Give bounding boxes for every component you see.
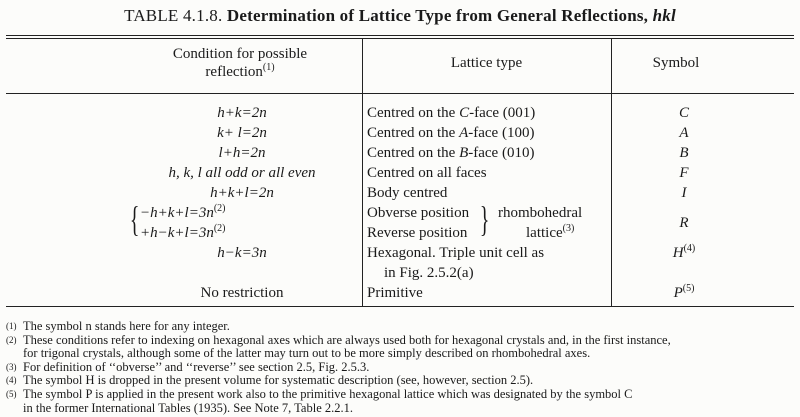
footnote [6, 361, 796, 375]
footnote-mark: (2) [213, 223, 226, 234]
symbol-cell: F [679, 165, 689, 181]
condition-cell [102, 183, 382, 203]
lattice-cell: Reverse position [367, 225, 468, 241]
footnote [6, 388, 796, 415]
footnote-text: The symbol H is dropped in the present volume for systematic description (see, however, section 2.5). [23, 373, 534, 388]
condition-text: l+h=2n [218, 145, 266, 161]
symbol-text: H [672, 245, 684, 261]
footnote-mark: (1) [6, 321, 17, 331]
lattice-cell: Centred on all faces [367, 165, 487, 181]
symbol-text: P [673, 285, 683, 301]
footnote [6, 320, 796, 334]
table-number: TABLE 4.1.8. [124, 6, 223, 25]
condition-cell [140, 203, 226, 223]
header-rule [6, 93, 794, 94]
symbol-cell: R [679, 215, 689, 231]
face-letter: C [459, 105, 470, 121]
condition-text: +h−k+l=3n [140, 225, 214, 241]
condition-cell [102, 143, 382, 163]
footnote [6, 334, 796, 361]
table-title-hkl: hkl [652, 6, 676, 25]
symbol-cell: A [679, 125, 689, 141]
lattice-cell: Obverse position [367, 205, 470, 221]
footnote-mark: (5) [682, 283, 695, 294]
lattice-suffix: -face (010) [468, 145, 535, 161]
lattice-suffix: -face (100) [468, 125, 535, 141]
footnote-text: The symbol P is applied in the present work also to the primitive hexagonal lattice which was designated by the symbol C [23, 386, 633, 401]
lattice-text: Centred on the [367, 145, 460, 161]
footnote-continuation: for trigonal crystals, although some of the latter may turn out to be more simply described on rhombohedral axes. [23, 346, 591, 361]
top-rule [6, 35, 794, 36]
condition-text: h−k=3n [217, 245, 267, 261]
symbol-cell [654, 283, 714, 303]
top-rule-double [6, 38, 794, 39]
lattice-cell: in Fig. 2.5.2(a) [384, 265, 474, 281]
lattice-text: lattice [526, 225, 563, 241]
footnote [6, 374, 796, 388]
header-symbol: Symbol [652, 55, 700, 71]
condition-cell [102, 163, 382, 183]
symbol-cell: B [679, 145, 689, 161]
condition-text: h, k, l all odd or all even [168, 165, 316, 181]
footnote-mark: (4) [683, 243, 696, 254]
column-divider-2 [611, 38, 612, 306]
lattice-cell [367, 123, 534, 143]
lattice-cell [367, 103, 535, 123]
condition-text: k+ l=2n [217, 125, 267, 141]
footnote-continuation: in the former International Tables (1935). See Note 7, Table 2.2.1. [23, 400, 353, 415]
lattice-cell [367, 143, 534, 163]
symbol-cell [654, 243, 714, 263]
footnote-mark: (2) [6, 334, 17, 345]
right-brace: } [479, 199, 490, 239]
condition-text: −h+k+l=3n [140, 205, 214, 221]
face-letter: B [459, 145, 469, 161]
lattice-cell: Primitive [367, 285, 423, 301]
lattice-cell: Body centred [367, 185, 448, 201]
symbol-cell: I [681, 185, 687, 201]
condition-text: h+k+l=2n [210, 185, 274, 201]
symbol-cell: C [678, 105, 689, 121]
table-title-text: Determination of Lattice Type from General Reflections, [226, 6, 649, 25]
footnote-mark: (3) [562, 223, 575, 234]
condition-cell [102, 123, 382, 143]
footnote-text: For definition of ‘‘obverse’’ and ‘‘reverse’’ see section 2.5, Fig. 2.5.3. [23, 359, 370, 374]
footnote-mark: (2) [213, 203, 226, 214]
footnote-text: The symbol n stands here for any integer. [23, 319, 230, 333]
footnote-mark: (1) [262, 62, 275, 73]
header-condition-line2: reflection [205, 64, 263, 80]
left-brace: { [129, 199, 140, 239]
footnotes [6, 320, 796, 415]
face-letter: A [459, 125, 469, 141]
condition-text: h+k=2n [217, 105, 267, 121]
condition-cell [140, 223, 226, 243]
footnote-text: These conditions refer to indexing on hexagonal axes which are always used both for hexagonal crystals and, in the first instance, [23, 332, 671, 347]
lattice-text: Centred on the [367, 125, 460, 141]
header-lattice: Lattice type [450, 55, 523, 71]
lattice-cell [526, 223, 574, 243]
condition-cell [102, 243, 382, 263]
header-condition [120, 45, 360, 81]
condition-cell: No restriction [200, 285, 284, 301]
footnote-mark: (3) [6, 361, 17, 372]
table-title [0, 6, 800, 26]
lattice-cell: Hexagonal. Triple unit cell as [367, 245, 545, 261]
lattice-suffix: -face (001) [469, 105, 536, 121]
footnote-mark: (5) [6, 388, 17, 399]
condition-cell [102, 103, 382, 123]
lattice-text: Centred on the [367, 105, 460, 121]
bottom-rule [6, 306, 794, 307]
footnote-mark: (4) [6, 375, 17, 386]
header-condition-line1: Condition for possible [172, 46, 308, 62]
lattice-cell: rhombohedral [498, 205, 583, 221]
